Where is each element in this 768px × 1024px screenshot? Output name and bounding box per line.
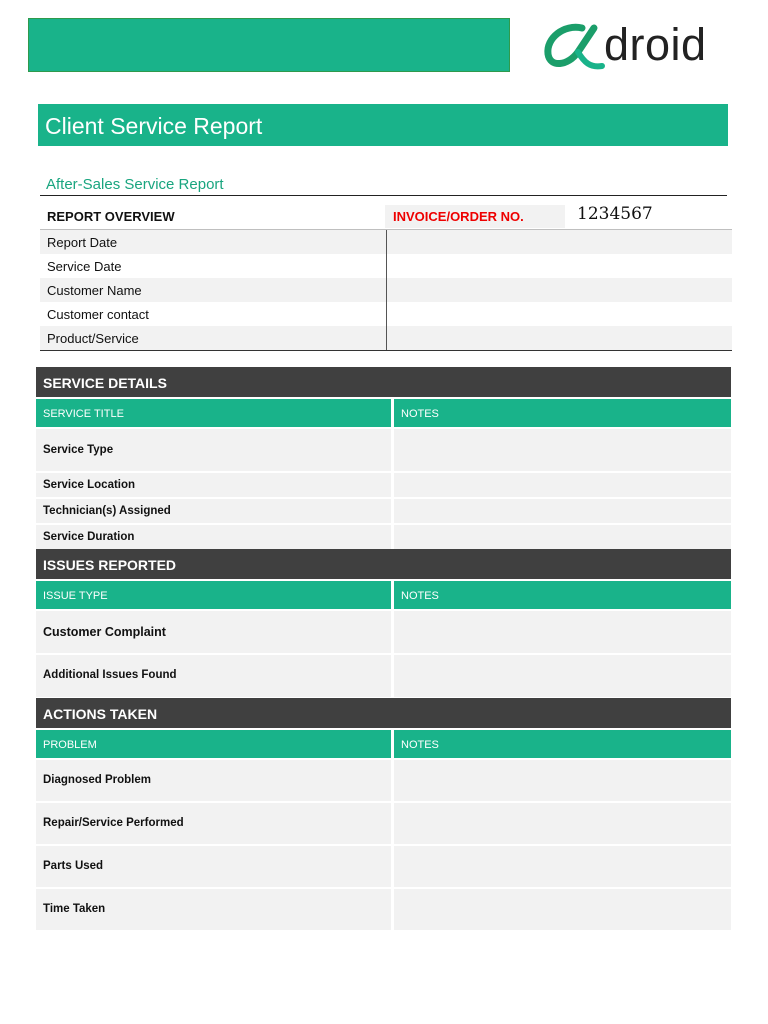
overview-row bbox=[40, 230, 732, 254]
column-header-row bbox=[36, 581, 731, 609]
column-header-label: NOTES bbox=[401, 739, 439, 751]
brand-logo bbox=[542, 19, 752, 72]
section-header bbox=[36, 698, 731, 728]
overview-value-field[interactable] bbox=[386, 254, 733, 278]
notes-field[interactable] bbox=[394, 803, 731, 844]
column-header-label: ISSUE TYPE bbox=[43, 590, 108, 602]
table-row bbox=[36, 889, 731, 930]
row-label-cell bbox=[36, 611, 391, 653]
notes-field[interactable] bbox=[394, 889, 731, 930]
notes-field[interactable] bbox=[394, 760, 731, 801]
overview-row bbox=[40, 326, 732, 350]
row-label-cell bbox=[36, 655, 391, 697]
column-header-label: SERVICE TITLE bbox=[43, 408, 124, 420]
overview-row-label: Service Date bbox=[47, 259, 122, 274]
table-row bbox=[36, 760, 731, 801]
overview-header bbox=[40, 205, 732, 229]
report-overview bbox=[40, 205, 732, 351]
notes-field[interactable] bbox=[394, 846, 731, 887]
column-header bbox=[36, 399, 391, 427]
invoice-number[interactable]: 1234567 bbox=[577, 204, 653, 224]
column-header-label: NOTES bbox=[401, 408, 439, 420]
actions-taken-section bbox=[36, 698, 731, 930]
service-details-section bbox=[36, 367, 731, 549]
overview-row-label: Product/Service bbox=[47, 331, 139, 346]
section-title: ISSUES REPORTED bbox=[43, 557, 177, 573]
title-banner bbox=[38, 104, 728, 146]
table-row bbox=[36, 525, 731, 549]
section-title: ACTIONS TAKEN bbox=[43, 706, 158, 722]
table-row bbox=[36, 429, 731, 471]
header-banner bbox=[28, 18, 510, 72]
overview-value-field[interactable] bbox=[386, 230, 733, 254]
row-label: Diagnosed Problem bbox=[43, 774, 151, 786]
row-label: Technician(s) Assigned bbox=[43, 505, 171, 517]
divider bbox=[40, 195, 727, 196]
row-label-cell bbox=[36, 803, 391, 844]
column-header bbox=[36, 581, 391, 609]
section-header bbox=[36, 367, 731, 397]
table-row bbox=[36, 473, 731, 497]
report-subtitle: After-Sales Service Report bbox=[46, 176, 224, 193]
notes-field[interactable] bbox=[394, 655, 731, 697]
column-header-row bbox=[36, 399, 731, 427]
row-label-cell bbox=[36, 473, 391, 497]
overview-value-field[interactable] bbox=[386, 278, 733, 302]
row-label: Service Location bbox=[43, 479, 136, 491]
overview-row bbox=[40, 302, 732, 326]
overview-row-label: Report Date bbox=[47, 235, 118, 250]
row-label: Additional Issues Found bbox=[43, 669, 177, 681]
section-title: SERVICE DETAILS bbox=[43, 375, 167, 391]
row-label-cell bbox=[36, 846, 391, 887]
table-row bbox=[36, 499, 731, 523]
row-label-cell bbox=[36, 760, 391, 801]
column-header bbox=[394, 581, 731, 609]
notes-field[interactable] bbox=[394, 525, 731, 549]
column-header bbox=[36, 730, 391, 758]
overview-row bbox=[40, 278, 732, 302]
issues-reported-section bbox=[36, 549, 731, 697]
overview-value-field[interactable] bbox=[386, 326, 733, 350]
table-row bbox=[36, 611, 731, 653]
invoice-label: INVOICE/ORDER NO. bbox=[393, 209, 524, 224]
notes-field[interactable] bbox=[394, 429, 731, 471]
row-label: Repair/Service Performed bbox=[43, 817, 184, 829]
overview-heading: REPORT OVERVIEW bbox=[47, 209, 175, 224]
invoice-label-cell bbox=[385, 205, 565, 228]
column-header-label: PROBLEM bbox=[43, 739, 97, 751]
alpha-logo-icon bbox=[542, 22, 608, 72]
row-label: Service Duration bbox=[43, 531, 135, 543]
notes-field[interactable] bbox=[394, 473, 731, 497]
table-row bbox=[36, 655, 731, 697]
overview-row-label: Customer contact bbox=[47, 307, 149, 322]
page-title: Client Service Report bbox=[45, 113, 263, 139]
notes-field[interactable] bbox=[394, 611, 731, 653]
notes-field[interactable] bbox=[394, 499, 731, 523]
row-label: Customer Complaint bbox=[43, 625, 166, 639]
row-label-cell bbox=[36, 429, 391, 471]
overview-row bbox=[40, 254, 732, 278]
row-label: Service Type bbox=[43, 444, 114, 456]
column-header bbox=[394, 730, 731, 758]
row-label: Time Taken bbox=[43, 903, 106, 915]
row-label-cell bbox=[36, 525, 391, 549]
column-header-label: NOTES bbox=[401, 590, 439, 602]
column-header bbox=[394, 399, 731, 427]
overview-value-field[interactable] bbox=[386, 302, 733, 326]
section-header bbox=[36, 549, 731, 579]
row-label-cell bbox=[36, 889, 391, 930]
table-row bbox=[36, 803, 731, 844]
brand-name: droid bbox=[604, 19, 707, 70]
column-header-row bbox=[36, 730, 731, 758]
overview-table bbox=[40, 229, 732, 351]
overview-row-label: Customer Name bbox=[47, 283, 142, 298]
row-label: Parts Used bbox=[43, 860, 104, 872]
table-row bbox=[36, 846, 731, 887]
row-label-cell bbox=[36, 499, 391, 523]
